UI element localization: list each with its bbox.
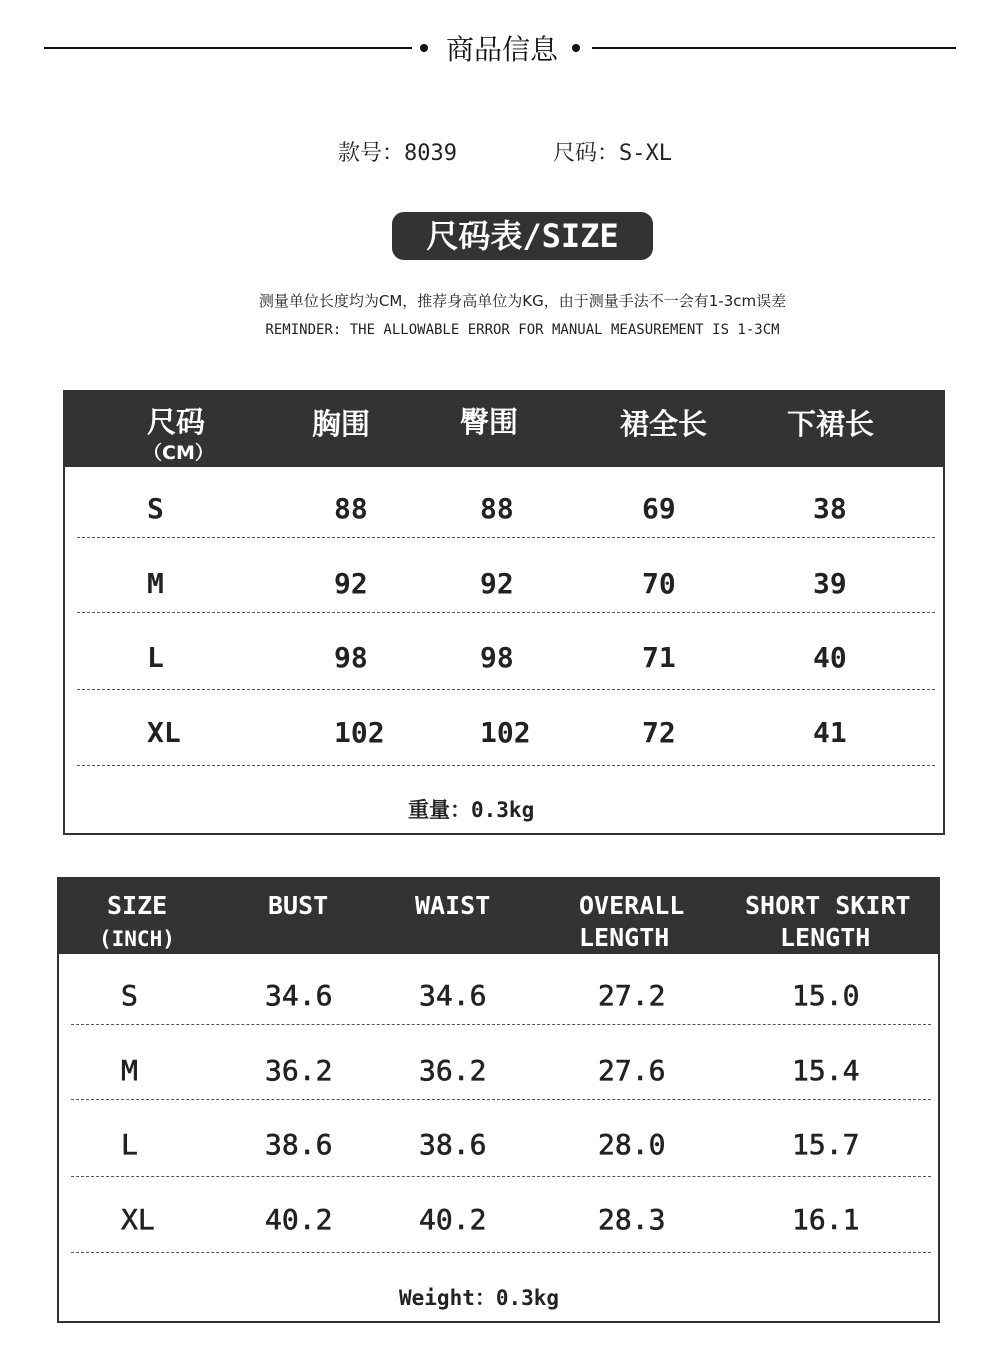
size-range: 尺码：S-XL [553,141,672,166]
cell-bust: 38.6 [265,1128,333,1161]
row-divider [71,1252,931,1253]
row-divider [77,689,935,690]
cell-short-skirt-length: 16.1 [792,1203,860,1236]
header-line-right [592,47,956,49]
cell-bust: 40.2 [265,1203,333,1236]
cell-size: L [121,1128,138,1161]
table-header [59,879,938,954]
header-short-skirt-length: LENGTH [780,923,871,952]
row-divider [71,1176,931,1177]
cell-bust: 36.2 [265,1054,333,1087]
cell-skirt-length: 41 [813,716,847,749]
cell-overall-length: 69 [642,492,676,525]
cell-size: M [121,1054,138,1087]
row-divider [77,612,935,613]
cell-bust: 102 [334,716,385,749]
cell-size: M [147,567,164,600]
cell-overall-length: 71 [642,641,676,674]
header-dot-right [572,44,580,52]
cell-bust: 98 [334,641,368,674]
cell-waist: 36.2 [419,1054,487,1087]
header-size: 尺码 [147,405,206,439]
cell-overall-length: 72 [642,716,676,749]
cell-hip: 92 [480,567,514,600]
header-hip: 臀围 [460,405,519,439]
header-overall-length: LENGTH [579,923,670,952]
header-short-skirt: SHORT SKIRT [745,891,911,920]
cell-size: XL [121,1203,155,1236]
cell-waist: 40.2 [419,1203,487,1236]
cell-size: S [121,979,138,1012]
cell-skirt-length: 39 [813,567,847,600]
cell-overall-length: 70 [642,567,676,600]
header-overall-length: 裙全长 [620,407,708,441]
header-overall: OVERALL [579,891,685,920]
section-title: 商品信息 [445,33,558,66]
row-divider [77,537,935,538]
cell-skirt-length: 40 [813,641,847,674]
row-divider [71,1099,931,1100]
header-size: SIZE [107,891,168,920]
style-number: 款号：8039 [338,141,457,166]
cell-skirt-length: 38 [813,492,847,525]
cell-overall-length: 28.0 [598,1128,666,1161]
row-divider [77,765,935,766]
cell-hip: 98 [480,641,514,674]
header-bust: 胸围 [312,407,371,441]
row-divider [71,1024,931,1025]
cell-waist: 38.6 [419,1128,487,1161]
header-bust: BUST [268,891,329,920]
cell-hip: 102 [480,716,531,749]
header-skirt-length: 下裙长 [787,407,875,441]
cell-bust: 34.6 [265,979,333,1012]
cell-size: L [147,641,164,674]
size-table-cm [63,390,945,835]
header-line-left [44,47,412,49]
cell-hip: 88 [480,492,514,525]
header-dot-left [420,44,428,52]
size-chart-badge: 尺码表/SIZE [392,212,653,260]
header-unit: (INCH) [99,927,175,951]
cell-overall-length: 28.3 [598,1203,666,1236]
cell-size: S [147,492,164,525]
cell-overall-length: 27.2 [598,979,666,1012]
cell-overall-length: 27.6 [598,1054,666,1087]
cell-size: XL [147,716,181,749]
weight-note: 重量：0.3kg [408,798,535,822]
measurement-note-cn: 测量单位长度均为CM，推荐身高单位为KG，由于测量手法不一会有1-3cm误差 [258,292,787,310]
header-waist: WAIST [415,891,491,920]
cell-short-skirt-length: 15.7 [792,1128,860,1161]
cell-bust: 88 [334,492,368,525]
cell-bust: 92 [334,567,368,600]
table-header [65,392,943,467]
header-unit: （CM） [143,442,214,464]
size-table-inch [57,877,940,1323]
weight-note: Weight：0.3kg [399,1286,560,1310]
cell-short-skirt-length: 15.4 [792,1054,860,1087]
cell-short-skirt-length: 15.0 [792,979,860,1012]
measurement-note-en: REMINDER: THE ALLOWABLE ERROR FOR MANUAL MEASUREMENT IS 1-3CM [265,322,780,338]
cell-waist: 34.6 [419,979,487,1012]
